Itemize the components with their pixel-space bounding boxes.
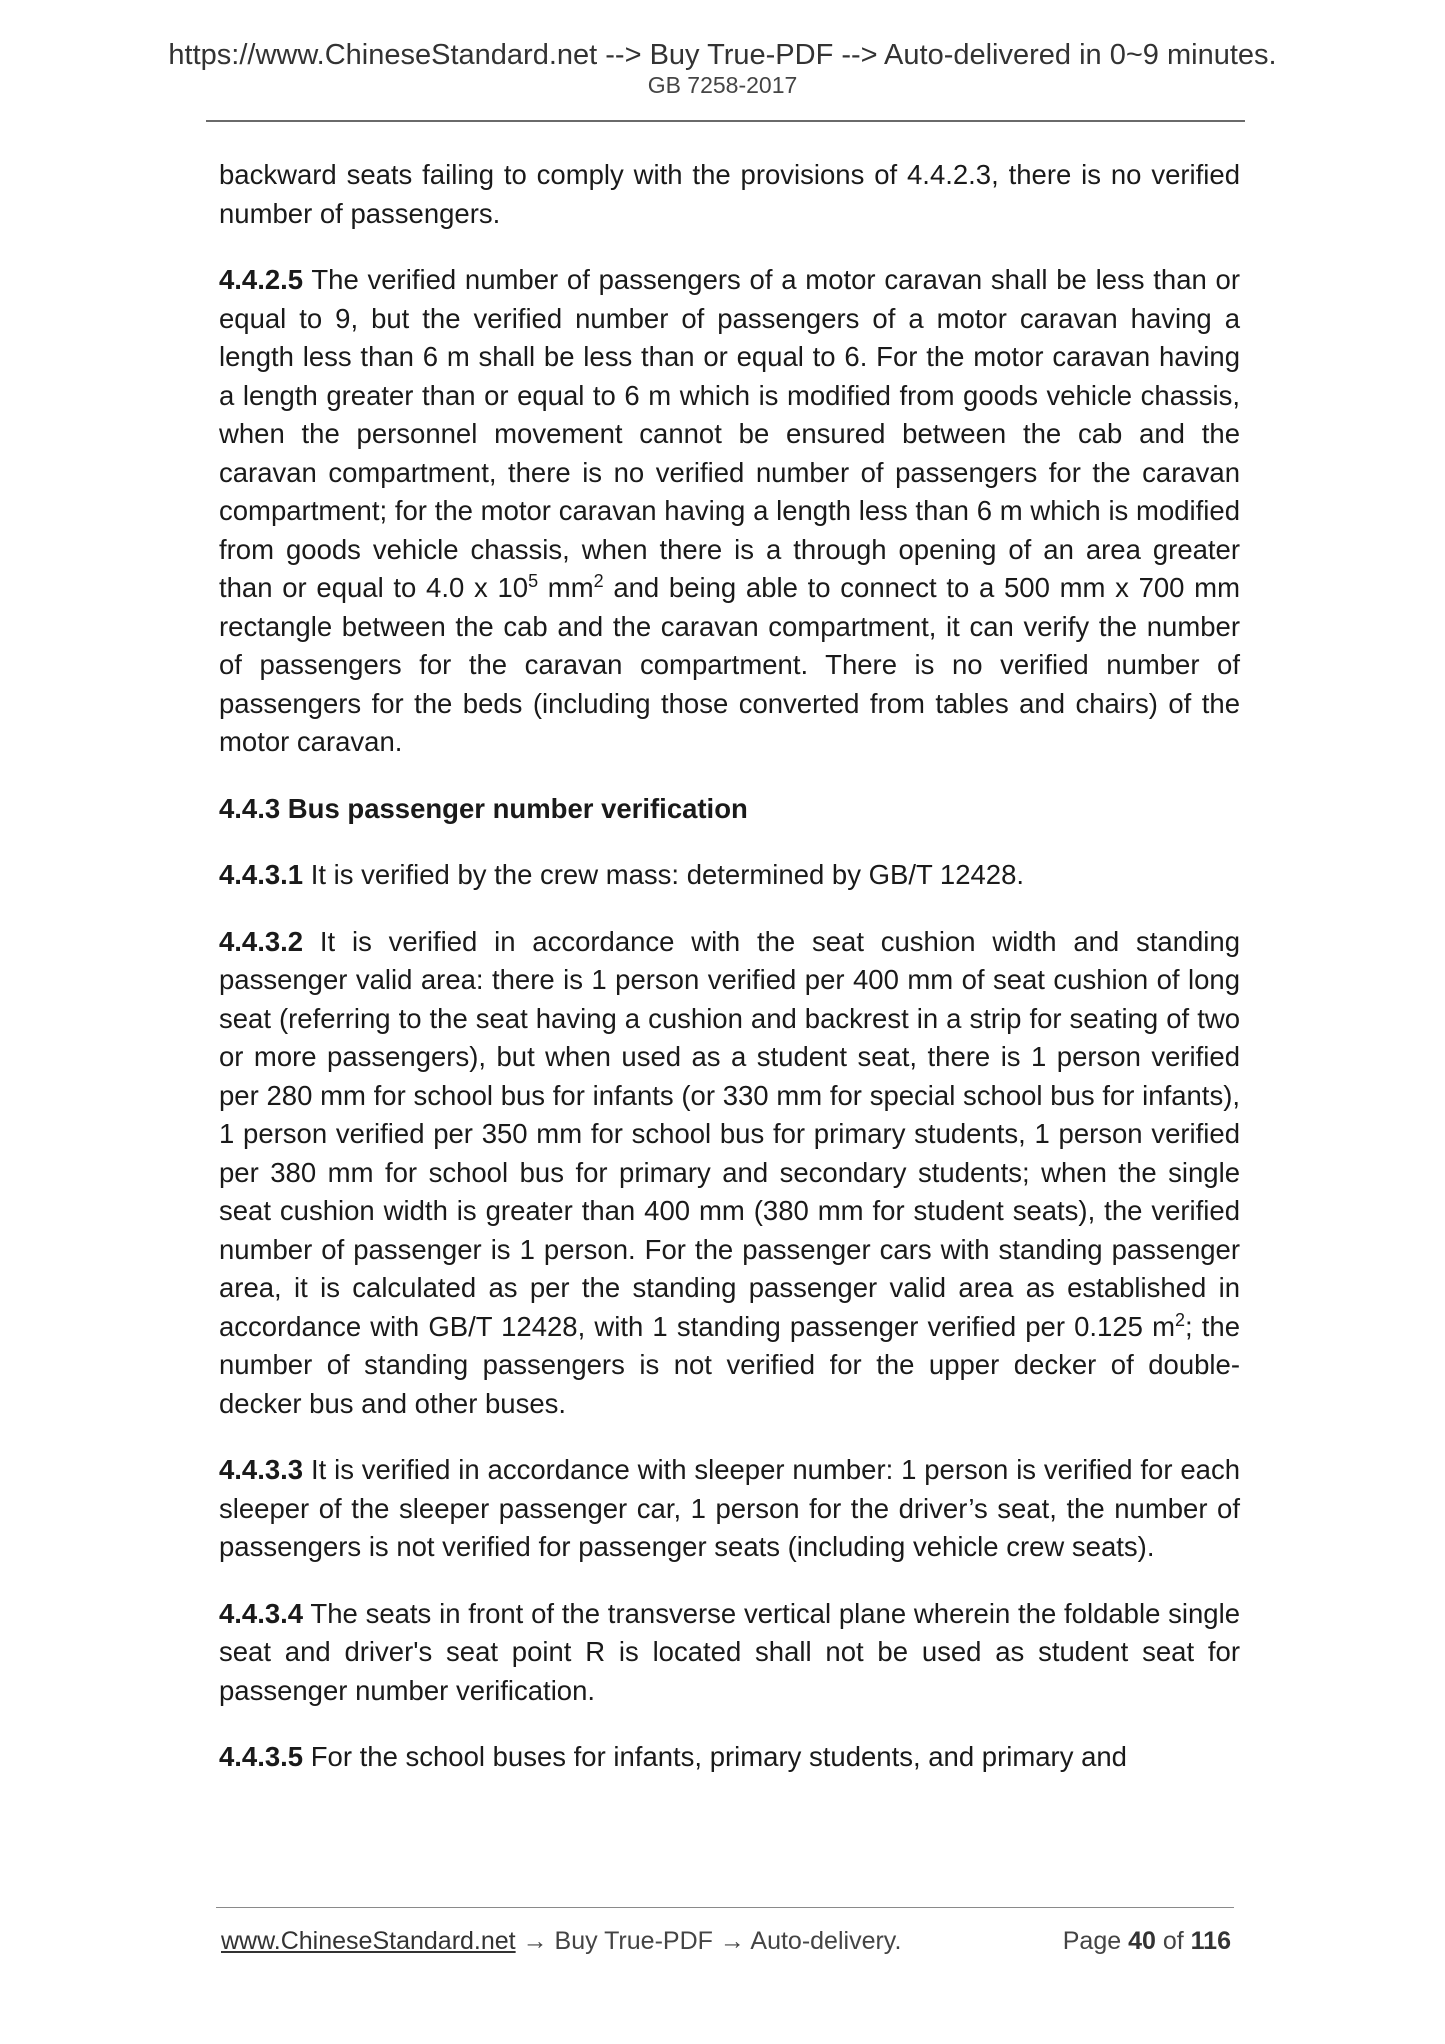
superscript: 2 (593, 570, 604, 591)
clause-4-4-2-5 (219, 261, 1240, 762)
clause-text: It is verified by the crew mass: determined by GB/T 12428. (303, 859, 1025, 890)
clause-text: The verified number of passengers of a motor caravan shall be less than or equal to 9, but the verified number of passengers of a motor caravan having a length less than 6 m shall be less than or equal to 6. For the motor caravan having a length greater than or equal to 6 m which is modified from goods vehicle chassis, when the personnel movement cannot be ensured between the cab and the caravan compartment, there is no verified number of passengers for the caravan compartment; for the motor caravan having a length less than 6 m which is modified from goods vehicle chassis, when there is a through opening of an area greater than or equal to 4.0 x 10 (219, 264, 1240, 603)
clause-4-4-3-2 (219, 923, 1240, 1424)
page-indicator (1063, 1926, 1231, 1956)
page-number: 40 (1128, 1927, 1156, 1955)
section-heading-4-4-3: 4.4.3 Bus passenger number verification (219, 792, 748, 824)
clause-text: and being able to connect to a 500 mm x 700 mm rectangle between the cab and the caravan compartment, it can verify the number of passengers for the caravan compartment. There is no verified number of passengers for the beds (including those converted from tables and chairs) of the motor caravan. (219, 572, 1240, 757)
clause-4-4-3-1 (219, 856, 1240, 895)
clause-number: 4.4.3.4 (219, 1597, 304, 1629)
document-code: GB 7258-2017 (647, 72, 798, 98)
clause-text: For the school buses for infants, primary students, and primary and (303, 1741, 1127, 1772)
clause-4-4-3-5 (219, 1738, 1240, 1777)
paragraph-text: backward seats failing to comply with the provisions of 4.4.2.3, there is no verified number of passengers. (219, 159, 1240, 229)
clause-text: It is verified in accordance with the seat cushion width and standing passenger valid area: there is 1 person verified per 400 mm of seat cushion of long seat (referring to the seat having a cushion and backrest in a strip for seating of two or more passengers), but when used as a student seat, there is 1 person verified per 280 mm for school bus for infants (or 330 mm for special school bus for infants), 1 person verified per 350 mm for school bus for primary students, 1 person verified per 380 mm for school bus for primary and secondary students; when the single seat cushion width is greater than 400 mm (380 mm for student seats), the verified number of passenger is 1 person. For the passenger cars with standing passenger area, it is calculated as per the standing passenger valid area as established in accordance with GB/T 12428, with 1 standing passenger verified per 0.125 m (219, 925, 1240, 1342)
clause-number: 4.4.3.2 (219, 925, 304, 957)
superscript: 2 (1174, 1309, 1185, 1330)
footer-tagline: → Buy True-PDF → Auto-delivery. (515, 1927, 902, 1955)
clause-number: 4.4.2.5 (219, 264, 304, 295)
top-banner[interactable]: https://www.ChineseStandard.net --> Buy True-PDF --> Auto-delivered in 0~9 minutes. (168, 39, 1277, 71)
clause-number: 4.4.3.3 (219, 1454, 304, 1485)
page-content (219, 156, 1240, 1805)
page-footer (221, 1926, 1231, 1956)
clause-text: It is verified in accordance with sleeper number: 1 person is verified for each sleeper of the sleeper passenger car, 1 person for the driver’s seat, the number of passengers is not verified for passenger seats (including vehicle crew seats). (219, 1454, 1240, 1562)
clause-text: ; the number of standing passengers is not verified for the upper decker of double-decker bus and other buses. (219, 1310, 1240, 1419)
header-divider (206, 120, 1245, 122)
clause-number: 4.4.3.1 (219, 859, 304, 890)
clause-text: mm (538, 572, 594, 603)
clause-text: The seats in front of the transverse vertical plane wherein the foldable single seat and driver's seat point R is located shall not be used as student seat for passenger number verification. (219, 1597, 1240, 1706)
clause-4-4-3-3 (219, 1451, 1240, 1567)
of-label: of (1162, 1927, 1184, 1955)
superscript: 5 (528, 570, 539, 591)
footer-divider (216, 1907, 1234, 1908)
clause-4-4-3-4 (219, 1595, 1240, 1711)
paragraph-continuation (219, 156, 1240, 233)
page-label: Page (1062, 1927, 1122, 1955)
clause-number: 4.4.3.5 (219, 1741, 304, 1772)
site-link[interactable]: www.ChineseStandard.net (221, 1927, 516, 1955)
page-total: 116 (1190, 1927, 1231, 1955)
